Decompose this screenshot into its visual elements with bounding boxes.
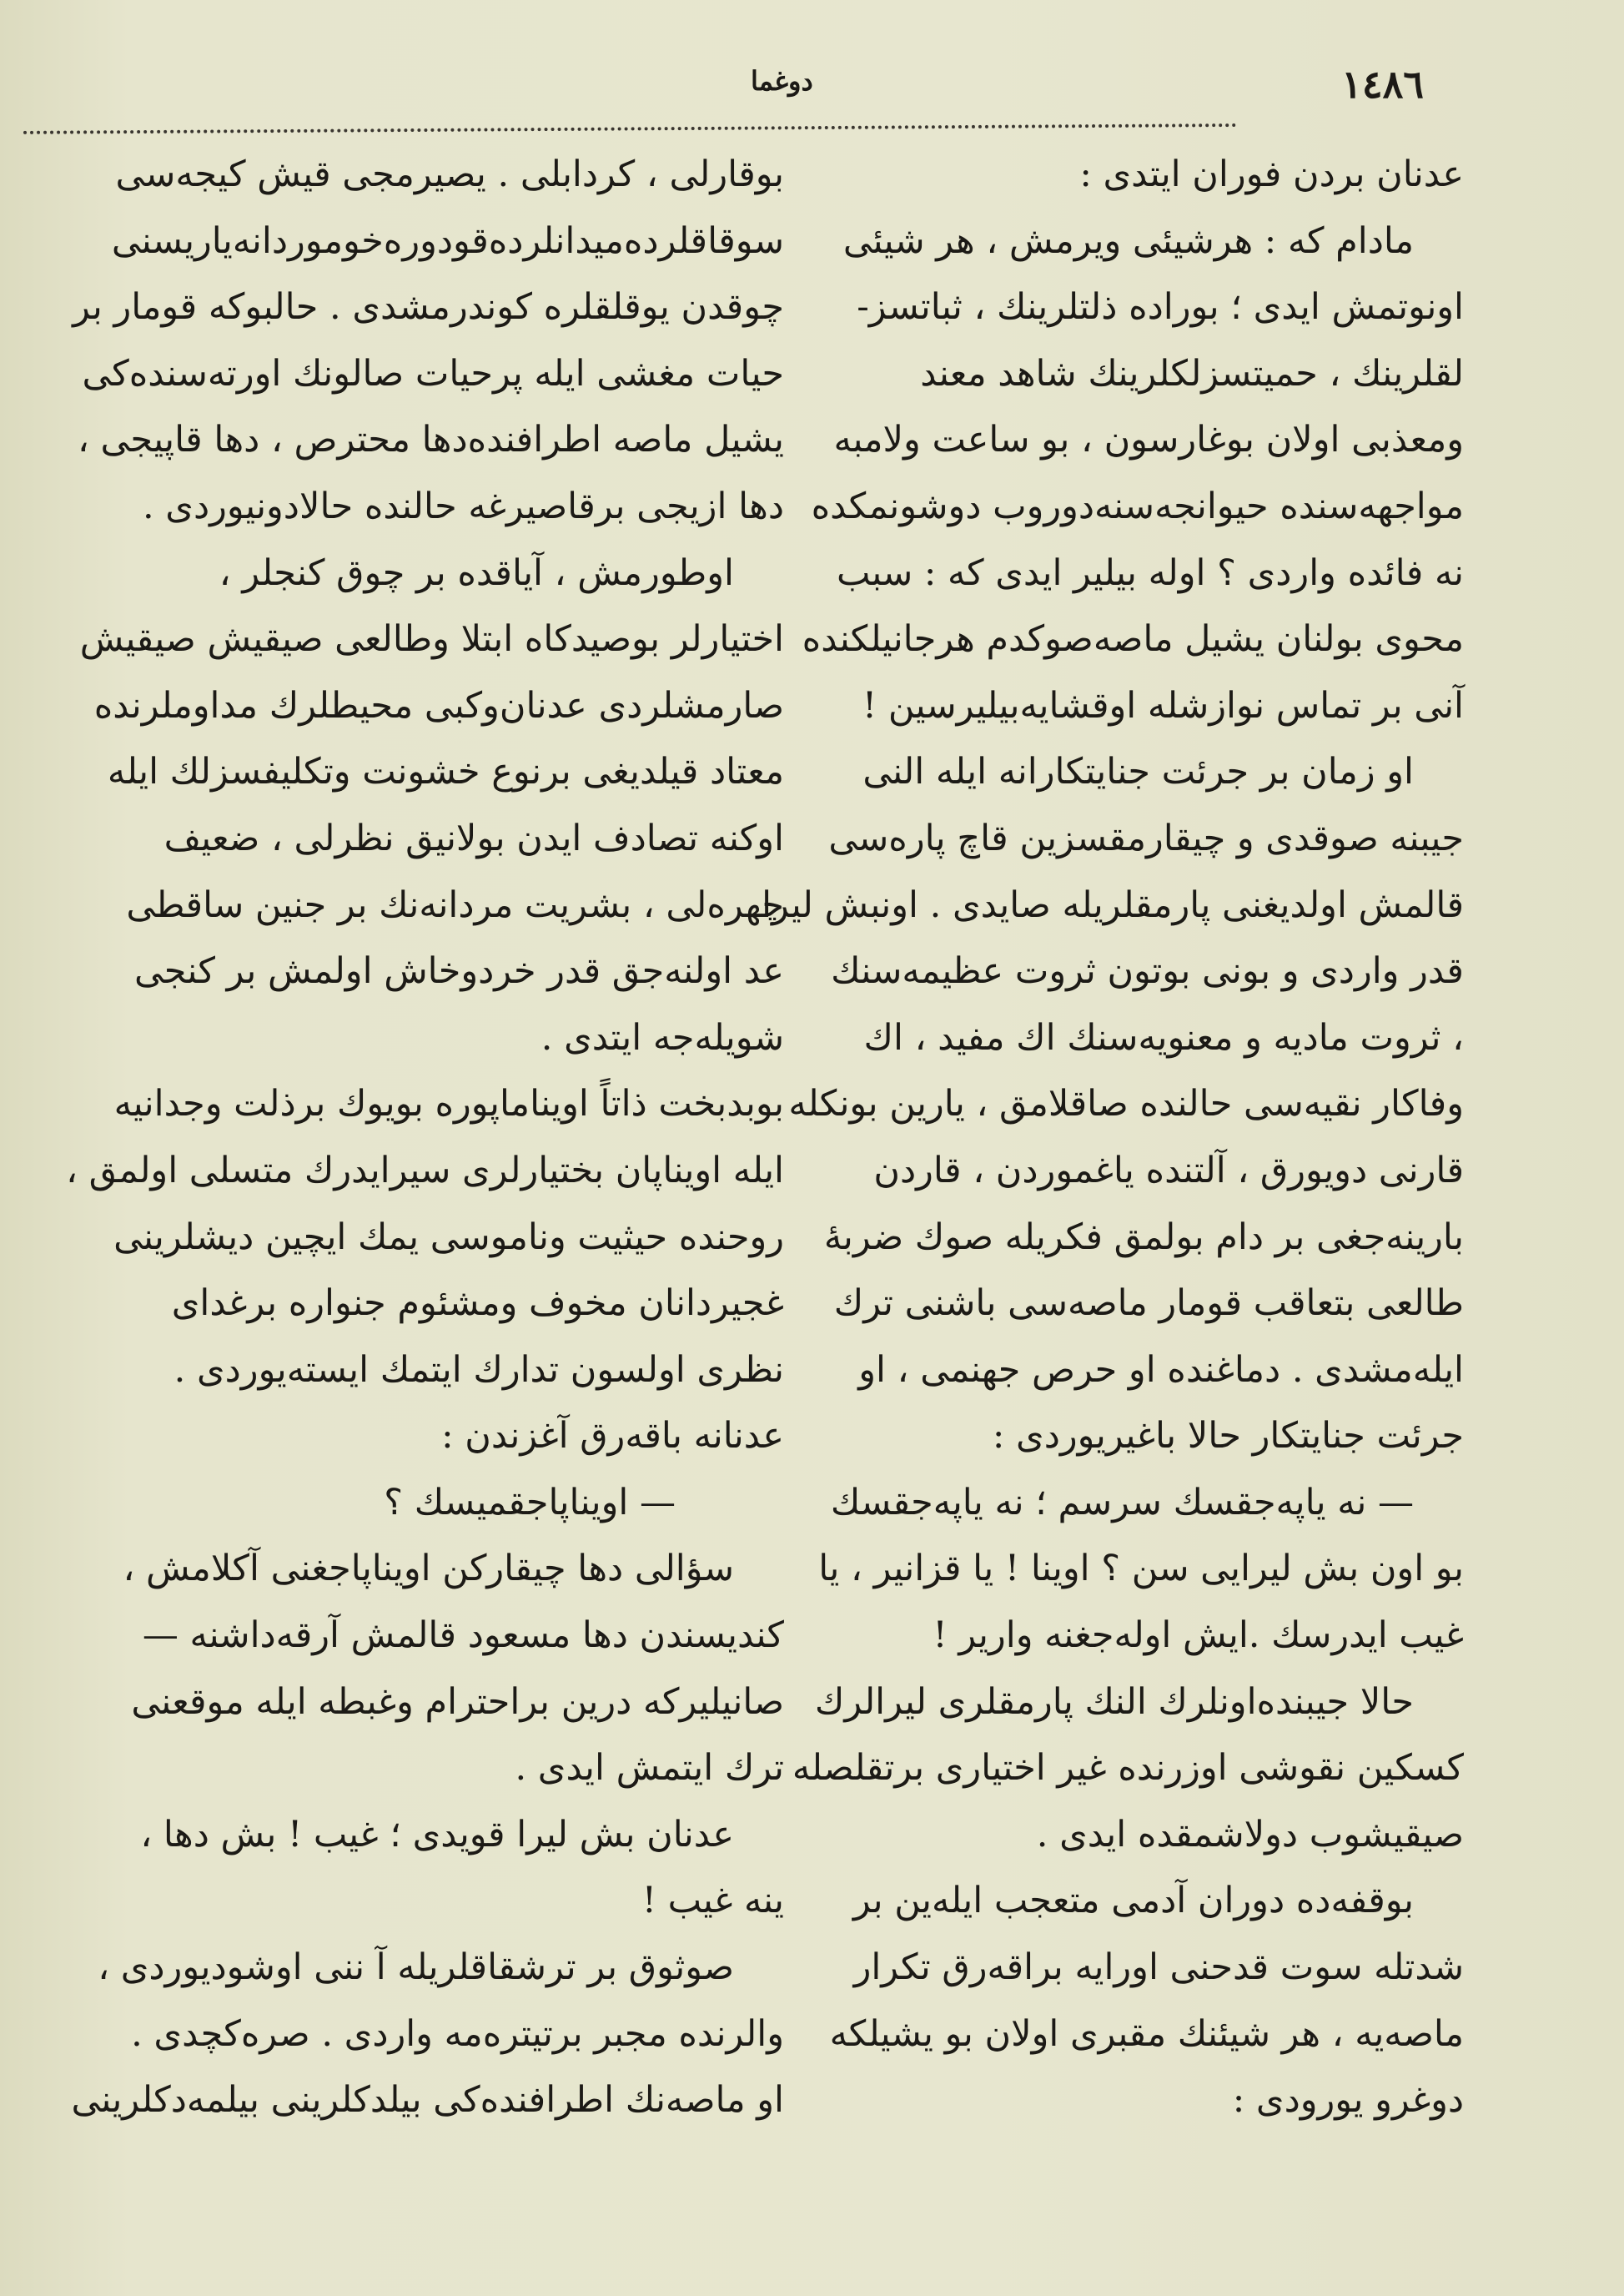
text-line: حیات مغشی ایله پرحیات صالونك اورته‌سنده‌كی	[82, 352, 784, 395]
text-line: وفاكار نقیه‌سی حالنده صاقلامق ، یارین بونكله	[788, 1083, 1464, 1125]
text-line: كندیسندن دها مسعود قالمش آرقه‌داشنه —	[142, 1614, 784, 1657]
text-line: مادام كه : هرشیئی ویرمش ، هر شیئی	[842, 219, 1414, 262]
header-dotted-rule	[23, 123, 1237, 134]
page-header	[0, 58, 1624, 108]
text-line: عدنانه باقه‌رق آغزندن :	[441, 1415, 784, 1458]
text-line: یشیل ماصه اطرافنده‌دها محترص ، دها قاپیجی ،	[77, 419, 784, 461]
text-line: — اویناپاجقمیسك ؟	[384, 1481, 676, 1523]
text-line: قدر واردی و بونی بوتون ثروت عظیمه‌سنك	[831, 950, 1464, 993]
text-line: سؤالی دها چیقاركن اویناپاجغنی آكلامش ،	[123, 1548, 734, 1590]
text-line: ایله‌مشدی . دماغنده او حرص جهنمی ، او	[858, 1348, 1464, 1391]
text-line: كسكین نقوشی اوزرنده غیر اختیاری برتقلصله	[792, 1747, 1464, 1790]
text-line: چهره‌لی ، بشریت مردانه‌نك بر جنین ساقطی	[126, 884, 784, 926]
text-line: عدنان بش لیرا قویدی ؛ غیب ! بش دها ،	[140, 1813, 734, 1855]
text-line: چوقدن یوقلقلره كوندرمشدی . حالبوكه قومار بر	[73, 286, 784, 329]
text-line: نه فائده واردی ؟ اوله بیلیر ایدی كه : سبب	[837, 551, 1464, 594]
text-line: دوغرو یورودی :	[1232, 2079, 1464, 2122]
right-column	[762, 142, 1464, 2134]
text-line: قارنی دویورق ، آلتنده یاغموردن ، قاردن	[873, 1149, 1464, 1191]
text-line: والرنده مجبر برتیتره‌مه واردی . صره‌كچدی .	[131, 2012, 784, 2055]
text-line: غیب ایدرسك .ایش اوله‌جغنه واریر !	[933, 1614, 1464, 1657]
text-line: ومعذبی اولان بوغارسون ، بو ساعت ولامبه	[833, 419, 1464, 461]
text-line: صارمشلردی عدنان‌وكبی محیطلرك مداوملرنده	[93, 684, 784, 727]
text-line: بوبدبخت ذاتاً اویناماپوره بویوك برذلت وجدانیه	[113, 1083, 784, 1125]
text-line: اونوتمش ایدی ؛ بوراده ذلتلرینك ، ثباتسز-	[857, 286, 1464, 329]
text-line: بو اون بش لیرایی سن ؟ اوینا ! یا قزانیر ، یا	[818, 1548, 1464, 1590]
text-line: بوقفه‌ده دوران آدمی متعجب ایله‌ین بر	[852, 1880, 1414, 1922]
text-line: او ماصه‌نك اطرافنده‌كی بیلدكلرینی بیلمه‌دكلرینی	[71, 2079, 784, 2122]
text-line: محوی بولنان یشیل ماصه‌صوكدم هرجانیلكنده	[802, 618, 1464, 661]
left-column	[66, 142, 784, 2134]
text-line: او زمان بر جرئت جنایتكارانه ایله النی	[862, 751, 1414, 793]
text-line: اختیارلر بوصیدكاه ابتلا وطالعی صیقیش صیقیش	[79, 618, 784, 661]
text-line: حالا جیبنده‌اونلرك النك پارمقلری لیرالرك	[814, 1680, 1414, 1723]
page-number: ١٤٨٦	[1341, 62, 1424, 107]
text-line: ماصه‌یه ، هر شیئنك مقبری اولان بو یشیلكه	[829, 2012, 1464, 2055]
text-line: شدتله سوت قدحنی اورایه براقه‌رق تكرار	[853, 1946, 1464, 1989]
text-line: جیبنه صوقدی و چیقارمقسزین قاچ پاره‌سی	[828, 817, 1464, 859]
text-line: ترك ایتمش ایدی .	[515, 1747, 784, 1790]
text-line: صانیلیركه درین براحترام وغبطه ایله موقعنی	[131, 1680, 784, 1723]
text-line: ایله اویناپان بختیارلری سیرایدرك متسلی اولمق ،	[66, 1149, 784, 1191]
text-line: روحنده حیثیت وناموسی یمك ایچین دیشلرینی	[113, 1216, 784, 1258]
running-title: دوغما	[751, 65, 813, 97]
text-line: مواجهه‌سنده حیوانجه‌سنه‌دوروب دوشونمكده	[811, 485, 1464, 527]
text-line: غجیردانان مخوف ومشئوم جنواره برغدای	[171, 1282, 784, 1325]
text-line: اوكنه تصادف ایدن بولانیق نظرلی ، ضعیف	[163, 817, 784, 859]
text-line: صوثوق بر ترشقاقلریله آ ننی اوشودیوردی ،	[98, 1946, 734, 1989]
text-line: لقلرینك ، حمیتسزلكلرینك شاهد معند	[920, 352, 1464, 395]
text-line: ینه غیب !	[641, 1880, 784, 1922]
text-line: بارینه‌جغی بر دام بولمق فكریله صوك ضربهٔ	[823, 1216, 1464, 1258]
text-line: ، ثروت مادیه و معنویه‌سنك اك مفید ، اك	[863, 1016, 1464, 1059]
text-line: صیقیشوب دولاشمقده ایدی .	[1036, 1813, 1464, 1855]
text-line: نظری اولسون تدارك ایتمك ایسته‌یوردی .	[173, 1348, 784, 1391]
text-line: معتاد قیلدیغی برنوع خشونت وتكلیفسزلك ایله	[107, 751, 784, 793]
text-line: اوطورمش ، آیاقده بر چوق كنجلر ،	[219, 551, 734, 594]
text-line: سوقاقلرده‌میدانلرده‌قودوره‌خوموردانه‌یاریسنی	[111, 219, 784, 262]
text-line: آنی بر تماس نوازشله اوقشایه‌بیلیرسین !	[862, 684, 1464, 727]
text-line: بوقارلی ، كردابلی . یصیرمجی قیش كیجه‌سی	[115, 154, 784, 195]
text-line: جرئت جنایتكار حالا باغیریوردی :	[992, 1415, 1464, 1458]
text-line: شویله‌جه ایتدی .	[540, 1016, 784, 1059]
text-line: عد اولنه‌جق قدر خردوخاش اولمش بر كنجی	[133, 950, 784, 993]
text-line: دها ازیجی برقاصیرغه حالنده حالادونیوردی .	[142, 485, 784, 527]
text-line: طالعی بتعاقب قومار ماصه‌سی باشنی ترك	[833, 1282, 1464, 1325]
text-line: عدنان بردن فوران ایتدی :	[1079, 154, 1464, 195]
text-line: — نه یاپه‌جقسك سرسم ؛ نه یاپه‌جقسك	[830, 1481, 1414, 1523]
text-line: قالمش اولدیغنی پارمقلریله صایدی . اونبش لیرا	[762, 884, 1464, 926]
